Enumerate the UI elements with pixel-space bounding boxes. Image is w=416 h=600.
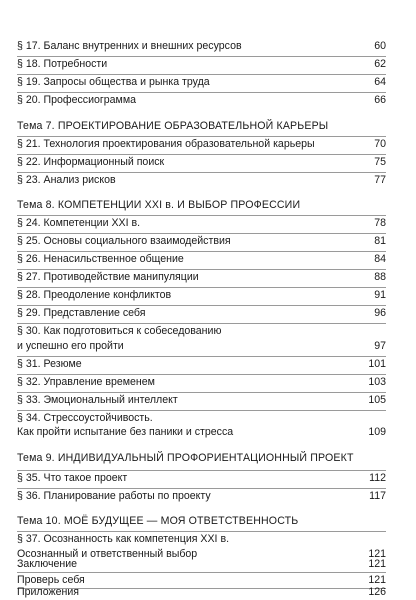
toc-topic-title: Тема 9. ИНДИВИДУАЛЬНЫЙ ПРОФОРИЕНТАЦИОННЫЙ ПРОЕКТ — [17, 452, 354, 464]
toc-entry — [17, 556, 386, 572]
toc-entry — [17, 251, 386, 267]
toc-entry — [17, 74, 386, 90]
toc-entry-title: § 33. Эмоциональный интеллект — [17, 394, 178, 406]
toc-entry-page: 81 — [374, 235, 386, 247]
toc-entry-title: § 20. Профессиограмма — [17, 94, 137, 106]
toc-topic-heading — [17, 118, 386, 134]
toc-topic-heading — [17, 197, 386, 213]
toc-entry — [17, 323, 386, 339]
toc-entry — [17, 269, 386, 285]
toc-entry — [17, 56, 386, 72]
toc-entry-page: 88 — [374, 271, 386, 283]
toc-topic-heading — [17, 450, 386, 466]
toc-entry-title: Как пройти испытание без паники и стресса — [17, 426, 234, 438]
toc-entry-title: § 30. Как подготовиться к собеседованию — [17, 325, 222, 337]
toc-entry-continuation — [17, 424, 386, 440]
toc-entry-title: § 22. Информационный поиск — [17, 156, 165, 168]
toc-entry-title: § 29. Представление себя — [17, 307, 146, 319]
toc-entry — [17, 215, 386, 231]
toc-entry-title: § 27. Противодействие манипуляции — [17, 271, 199, 283]
toc-entry-title: § 21. Технология проектирования образовательной карьеры — [17, 138, 315, 150]
toc-entry-title: § 19. Запросы общества и рынка труда — [17, 76, 210, 88]
toc-entry-page: 105 — [368, 394, 386, 406]
toc-entry-title: Проверь себя — [17, 574, 85, 586]
toc-entry-page: 77 — [374, 174, 386, 186]
toc-entry-title: § 32. Управление временем — [17, 376, 155, 388]
toc-entry-page: 64 — [374, 76, 386, 88]
toc-topic-heading — [17, 513, 386, 529]
toc-entry-title: Приложения — [17, 586, 79, 598]
toc-entry — [17, 287, 386, 303]
toc-entry — [17, 154, 386, 170]
toc-entry-page: 96 — [374, 307, 386, 319]
toc-entry-title: § 17. Баланс внутренних и внешних ресурсов — [17, 40, 242, 52]
toc-entry-page: 112 — [369, 472, 386, 484]
toc-entry-title: § 18. Потребности — [17, 58, 108, 70]
toc-entry — [17, 172, 386, 188]
toc-topic-title: Тема 8. КОМПЕТЕНЦИИ XXI в. И ВЫБОР ПРОФЕССИИ — [17, 199, 301, 211]
toc-entry-title: § 37. Осознанность как компетенция XXI в. — [17, 533, 230, 545]
toc-entry — [17, 233, 386, 249]
toc-entry — [17, 374, 386, 390]
toc-entry-title: § 31. Резюме — [17, 358, 82, 370]
toc-entry-title: § 24. Компетенции XXI в. — [17, 217, 141, 229]
toc-entry — [17, 92, 386, 108]
toc-entry-title: § 34. Стрессоустойчивость. — [17, 412, 153, 424]
toc-entry-page: 126 — [368, 586, 386, 598]
toc-entry-title: § 26. Ненасильственное общение — [17, 253, 184, 265]
toc-entry-title: § 28. Преодоление конфликтов — [17, 289, 172, 301]
toc-entry — [17, 38, 386, 54]
toc-entry-page: 70 — [374, 138, 386, 150]
toc-entry-page: 66 — [374, 94, 386, 106]
toc-entry — [17, 531, 386, 547]
toc-entry-page: 121 — [368, 548, 386, 560]
toc-entry — [17, 584, 386, 600]
toc-entry — [17, 470, 386, 486]
toc-entry-page: 103 — [368, 376, 386, 388]
toc-entry-page: 62 — [374, 58, 386, 70]
toc-entry-page: 121 — [368, 574, 386, 586]
toc-entry — [17, 488, 386, 504]
toc-entry — [17, 356, 386, 372]
toc-topic-title: Тема 7. ПРОЕКТИРОВАНИЕ ОБРАЗОВАТЕЛЬНОЙ КАРЬЕРЫ — [17, 120, 329, 132]
toc-entry-page: 117 — [369, 490, 386, 502]
toc-entry-page: 78 — [374, 217, 386, 229]
toc-entry — [17, 136, 386, 152]
toc-entry-page: 91 — [374, 289, 386, 301]
toc-entry-title: § 23. Анализ рисков — [17, 174, 116, 186]
toc-entry-title: § 25. Основы социального взаимодействия — [17, 235, 231, 247]
toc-entry-page: 75 — [374, 156, 386, 168]
toc-entry-title: § 35. Что такое проект — [17, 472, 128, 484]
toc-entry-title: § 36. Планирование работы по проекту — [17, 490, 211, 502]
toc-entry-page: 101 — [368, 358, 386, 370]
toc-entry-page: 84 — [374, 253, 386, 265]
toc-entry-title: и успешно его пройти — [17, 340, 124, 352]
toc-entry-page: 109 — [368, 426, 386, 438]
toc-entry-page: 97 — [374, 340, 386, 352]
toc-entry-page: 60 — [374, 40, 386, 52]
toc-entry-page: 121 — [368, 558, 386, 570]
toc-entry-title: Осознанный и ответственный выбор — [17, 548, 198, 560]
toc-entry-title: Заключение — [17, 558, 78, 570]
toc-entry — [17, 392, 386, 408]
toc-entry-continuation — [17, 338, 386, 354]
toc-topic-title: Тема 10. МОЁ БУДУЩЕЕ — МОЯ ОТВЕТСТВЕННОСТЬ — [17, 515, 299, 527]
toc-entry — [17, 305, 386, 321]
